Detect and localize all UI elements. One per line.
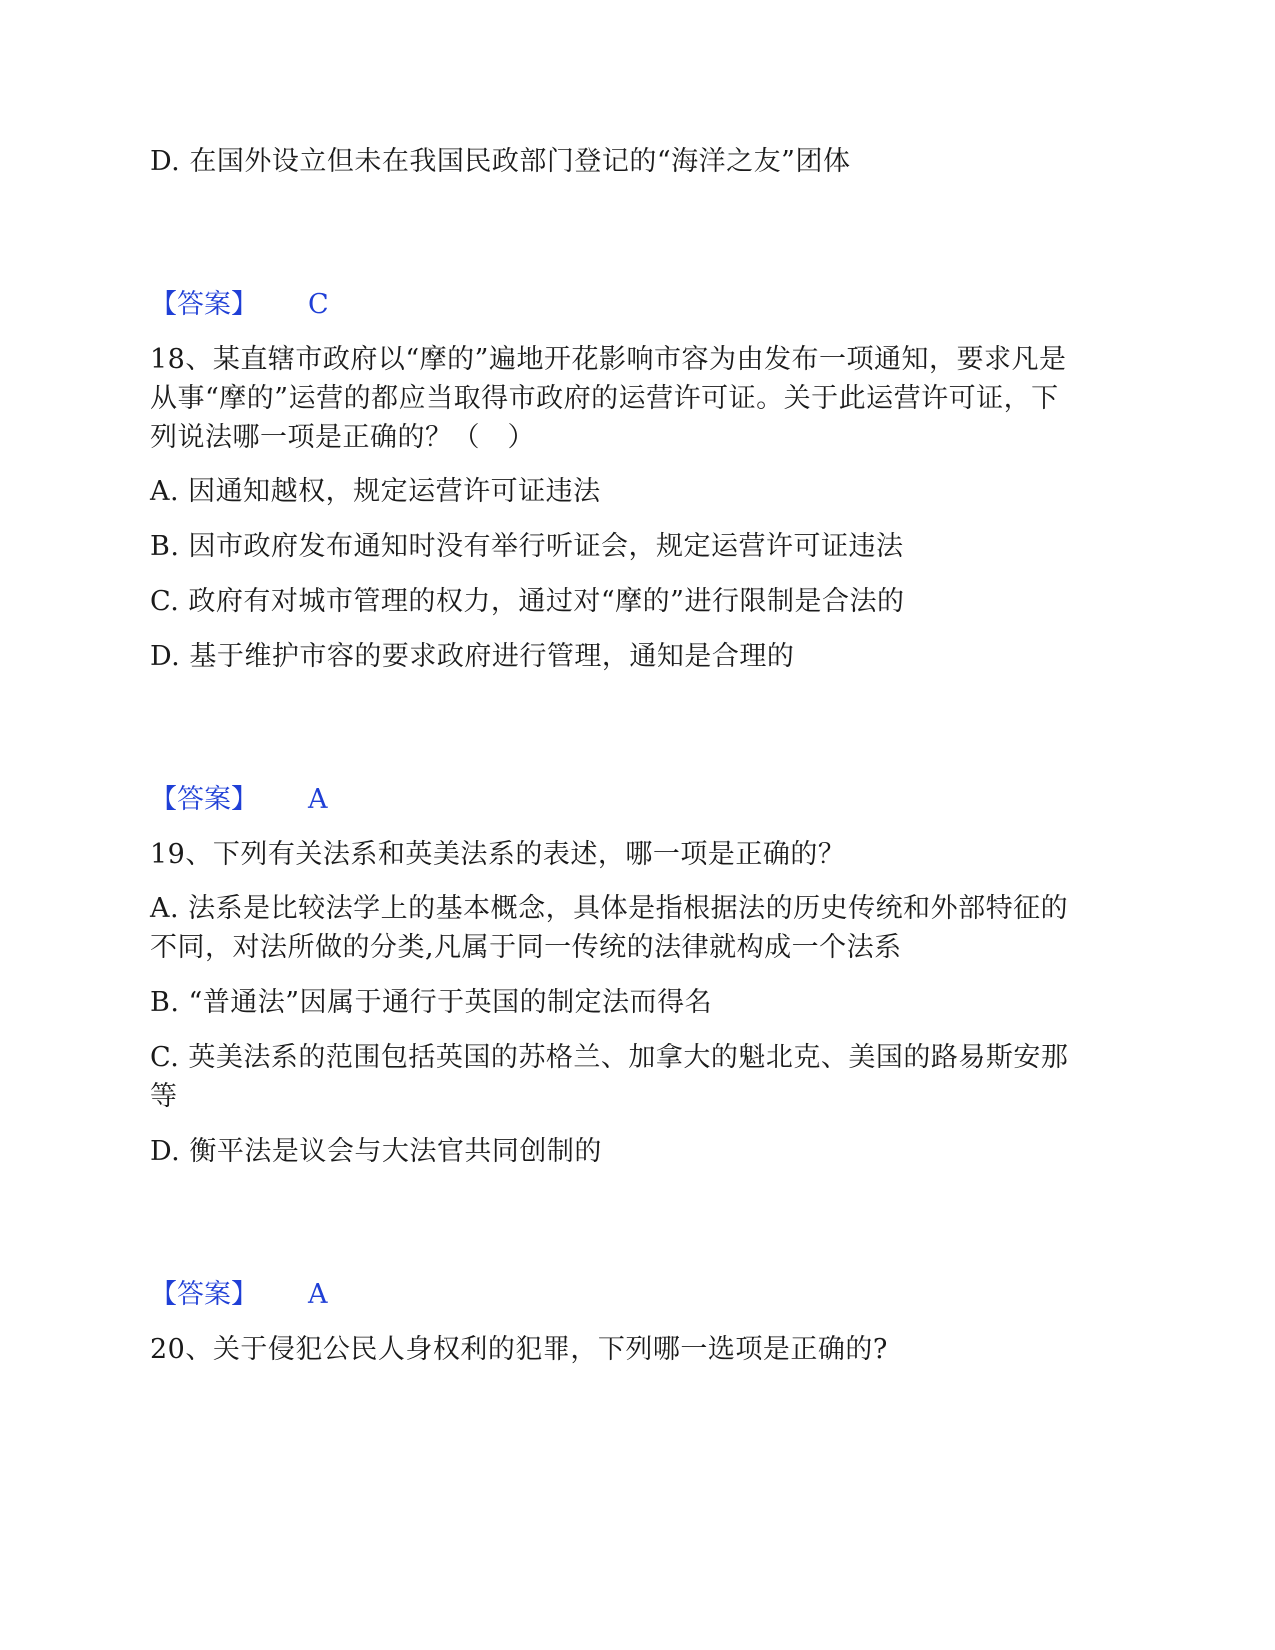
- question-18-stem-line-3: 列说法哪一项是正确的？（ ）: [150, 422, 535, 453]
- question-19-option-a-line-2: 不同，对法所做的分类,凡属于同一传统的法律就构成一个法系: [150, 932, 902, 963]
- question-19-option-c-line-1: C. 英美法系的范围包括英国的苏格兰、加拿大的魁北克、美国的路易斯安那: [150, 1042, 1069, 1073]
- answer-17: [150, 286, 329, 324]
- answer-value: C: [308, 289, 329, 320]
- question-19-option-a-line-1: A. 法系是比较法学上的基本概念，具体是指根据法的历史传统和外部特征的: [150, 893, 1069, 924]
- question-19-option-c-line-2: 等: [150, 1081, 178, 1112]
- answer-value: A: [308, 1279, 328, 1310]
- question-18-option-a: A. 因通知越权，规定运营许可证违法: [150, 476, 601, 507]
- question-18-option-b: B. 因市政府发布通知时没有举行听证会，规定运营许可证违法: [150, 531, 904, 562]
- question-18-stem-line-1: 18、某直辖市政府以“摩的”遍地开花影响市容为由发布一项通知，要求凡是: [150, 344, 1067, 375]
- question-18-option-d: D. 基于维护市容的要求政府进行管理，通知是合理的: [150, 641, 795, 672]
- answer-label: 【答案】: [150, 1279, 258, 1310]
- question-19-option-b: B. “普通法”因属于通行于英国的制定法而得名: [150, 987, 713, 1018]
- answer-label: 【答案】: [150, 784, 258, 815]
- question-18-option-c: C. 政府有对城市管理的权力，通过对“摩的”进行限制是合法的: [150, 586, 905, 617]
- question-20-stem: 20、关于侵犯公民人身权利的犯罪，下列哪一选项是正确的?: [150, 1334, 888, 1365]
- answer-value: A: [308, 784, 328, 815]
- answer-19: [150, 1276, 328, 1314]
- question-19-option-d: D. 衡平法是议会与大法官共同创制的: [150, 1136, 602, 1167]
- answer-label: 【答案】: [150, 289, 258, 320]
- answer-18: [150, 781, 328, 819]
- question-17-option-d: D. 在国外设立但未在我国民政部门登记的“海洋之友”团体: [150, 146, 851, 177]
- question-18-stem-line-2: 从事“摩的”运营的都应当取得市政府的运营许可证。关于此运营许可证，下: [150, 383, 1059, 414]
- question-19-stem: 19、下列有关法系和英美法系的表述，哪一项是正确的？: [150, 839, 846, 870]
